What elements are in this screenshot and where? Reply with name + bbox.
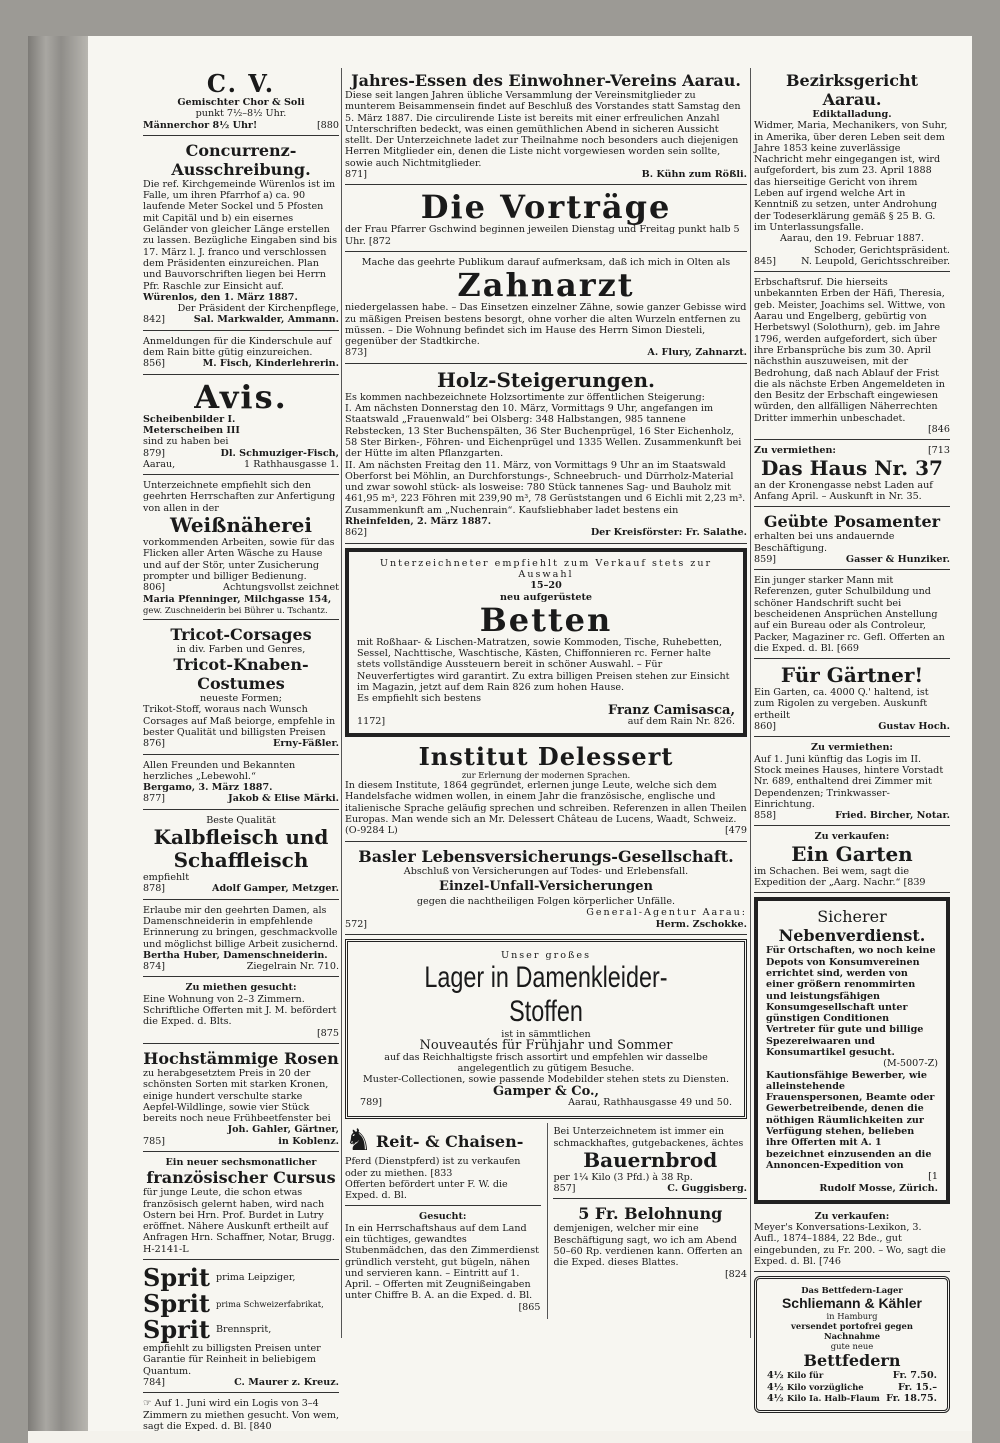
price-qty: 4½ [767, 1392, 784, 1404]
ad-title: Holz-Steigerungen. [436, 367, 656, 392]
ad-address: auf dem Rain Nr. 826. [627, 715, 735, 727]
ad-rosen [143, 1046, 339, 1152]
ad-text: neueste Formen; [200, 693, 282, 705]
ad-text: ist in sämmtlichen [501, 1029, 591, 1041]
ad-title: Lager in Damenkleider-Stoffen [424, 961, 668, 1029]
ad-title: Gesucht: [419, 1211, 467, 1223]
ad-subtitle: Gemischter Chor & Soli [177, 97, 305, 108]
ad-signature: Franz Camisasca, [607, 702, 735, 718]
ad-number: [746 [818, 1256, 842, 1268]
ad-text: empfiehlt [143, 872, 190, 884]
column-2 [345, 68, 747, 1319]
bottom-row [345, 1123, 747, 1319]
ad-number: 859] [754, 553, 777, 565]
ad-signature: Gasser & Hunziker. [845, 553, 950, 565]
price-row [767, 1393, 937, 1404]
ad-body: Widmer, Maria, Mechanikers, von Suhr, in Amerika, über deren Leben seit dem Jahre 1853 keine zuverlässige Nachricht mehr eingegangen ist, wird aufgefordert, bis zum 23. April 1888 das hierseitige Gericht von ihrem Leben auf irgend welche Art in Kenntniß zu setzen, unter Androhung der Todeserklärung gemäß § 25 B. G. im Unterlassungsfalle. [754, 120, 948, 233]
horse-icon: ♞ [345, 1123, 372, 1159]
ad-intro: Unterzeichneter empfiehlt zum Verkauf stets zur Auswahl [379, 557, 713, 580]
scan-border-right [972, 0, 1000, 1443]
ad-nebenverdienst [754, 897, 950, 1204]
ad-signature: C. Maurer z. Kreuz. [234, 1376, 339, 1388]
ad-text: Scheibenbilder I. [143, 413, 236, 425]
ad-code: (M-5007-Z) [883, 1058, 938, 1070]
ad-signature: N. Leupold, Gerichtsschreiber. [801, 255, 950, 267]
ad-title: Hochstämmige Rosen [143, 1048, 339, 1068]
ad-text: gegen die nachtheiligen Folgen körperlicher Unfälle. [416, 895, 676, 907]
ad-text: prima Schweizerfabrikat, [215, 1299, 324, 1310]
ad-body: Für Ortschaften, wo noch keine Depots von Konsumvereinen errichtet sind, werden von einer größern renommirten und leistungsfähigen Konsumgesellschaft unter günstigen Conditionen Vertreter für gute und billige Spezereiwaaren und Konsumartikel gesucht. [766, 945, 936, 1058]
ad-title: Betten [479, 600, 613, 639]
ad-text: neu aufgerüstete [499, 591, 593, 603]
ad-body: Auf 1. Juni wird ein Logis von 3–4 Zimmern zu miethen gesucht. Von wem, sagt die Exped. d. Bl. [143, 1398, 340, 1432]
ad-subtitle: Sicherer [817, 907, 887, 927]
book-binding [28, 36, 88, 1431]
price-value: Fr. 18.75. [886, 1392, 937, 1404]
ad-wohnung-gesucht [143, 979, 339, 1043]
ad-title: Bezirksgericht Aarau. [785, 71, 919, 109]
ad-title: Avis. [194, 377, 288, 416]
ad-text: in Hamburg [826, 1311, 878, 1322]
subcolumn-right [553, 1123, 747, 1319]
ad-logis-gesucht [143, 1395, 339, 1436]
ad-number: [872 [368, 235, 391, 247]
ad-signature: gew. Zuschneiderin bei Bührer u. Tschantz. [143, 604, 328, 615]
ad-concurrenz [143, 138, 339, 331]
ad-number: [713 [927, 445, 950, 457]
ad-signature: Gamper & Co., [492, 1083, 600, 1099]
ad-number: [833 [430, 1167, 453, 1179]
ad-schliemann-kaehler [754, 1276, 950, 1413]
ad-body: Erbschaftsruf. Die hierseits unbekannten Erben der Häfi, Theresia, geb. Meister, Joachims sel. Wittwe, von Aarau und Engelberg, gebürtig von Herbetswyl (Solothurn), geb. im Jahre 1796, werden aufgefordert, sich über ihre Erbansprüche bis zum 30. April nächsthin auszuweisen, mit der Bedrohung, daß nach Ablauf der Frist die als nächste Erben Angemeldeten in den Besitz der Erbschaft eingewiesen würden, den allfälligen Näherrechten Dritter immerhin unbeschadet. [754, 277, 946, 424]
ad-zahnarzt [345, 254, 747, 364]
price-desc: Kilo Ia. Halb-Flaum [787, 1392, 880, 1403]
ad-title: Ein Garten [791, 841, 913, 866]
ad-subtitle: Einzel-Unfall-Versicherungen [439, 878, 653, 894]
ad-text: Muster-Collectionen, sowie passende Modebilder stehen stets zu Diensten. [362, 1074, 730, 1086]
price-row [767, 1370, 937, 1381]
ad-date: Aarau, den 19. Februar 1887. [779, 233, 925, 245]
ad-number: [839 [903, 877, 926, 889]
ad-body: empfiehlt zu billigsten Preisen unter Garantie für Reinheit in beliebigem Quantum. [143, 1343, 321, 1377]
column-rule [750, 68, 751, 1338]
ad-signature: Sal. Markwalder, Ammann. [193, 314, 339, 326]
ad-number: 878] [143, 883, 166, 895]
ad-title: Die Vorträge [420, 188, 672, 227]
ad-date: Rheinfelden, 2. März 1887. [345, 516, 492, 528]
ad-body: im Schachen. Bei wem, sagt die Expedition der „Aarg. Nachr.“ [754, 865, 910, 889]
ad-intro: Mache das geehrte Publikum darauf aufmerksam, daß ich mich in Olten als [361, 256, 731, 268]
ad-jahres-essen [345, 68, 747, 185]
ad-signature: in Koblenz. [278, 1135, 339, 1147]
ad-body: mit Roßhaar- & Lischen-Matratzen, sowie Kommoden, Tische, Ruhebetten, Sessel, Nachttische, Waschtische, Kästen, Chiffonnieren rc. Ferner halte stets vollständige Aussteuern bereit in schöner Auswahl. – Für Neuverfertigtes wird garantirt. Zu extra billigen Preisen stehen zur Einsicht im Magazin, jetzt auf dem Rain 826 zum hohen Hause. [357, 636, 730, 693]
ad-signature: A. Flury, Zahnarzt. [647, 347, 747, 359]
ad-signature: Der Präsident der Kirchenpflege, [177, 303, 339, 315]
ad-title: Kalbfleisch und Schaffleisch [153, 825, 329, 873]
ad-title: Zahnarzt [457, 266, 635, 305]
ad-kinderschule [143, 333, 339, 375]
ad-number: 784] [143, 1376, 166, 1388]
ad-intro: Unterzeichnete empfiehlt sich den geehrten Herrschaften zur Anfertigung von allen in der [143, 480, 336, 514]
ad-signature: Dl. Schmuziger-Fisch, [220, 447, 339, 459]
ad-title: Nebenverdienst. [778, 926, 926, 946]
ad-holz-steigerungen [345, 366, 747, 544]
ad-text: Meterscheiben III [143, 424, 240, 436]
ad-number: 858] [754, 810, 777, 822]
ad-reitpferd [345, 1123, 541, 1206]
ad-signature: Herm. Zschokke. [655, 918, 747, 930]
ad-number: 871] [345, 169, 368, 181]
ad-signature: Fried. Bircher, Notar. [835, 810, 950, 822]
ad-body: demjenigen, welcher mir eine Beschäftigung sagt, wo ich am Abend 50–60 Rp. verdienen kann. Offerten an die Exped. dieses Blattes. [553, 1223, 743, 1269]
ad-cursus [143, 1154, 339, 1260]
ad-date: Bergamo, 3. März 1887. [143, 782, 273, 794]
column-3 [754, 68, 950, 1417]
ad-text: General-Agentur Aarau: [586, 907, 747, 919]
subcolumn-rule [547, 1123, 548, 1319]
ad-subtitle: Ediktalladung. [812, 109, 892, 120]
ad-text: Es empfiehlt sich bestens [357, 693, 482, 705]
price-qty: 4½ [767, 1370, 784, 1382]
ad-subtitle: Bettfedern [803, 1351, 901, 1371]
ad-body: für junge Leute, die schon etwas französisch gelernt haben, wird nach Ostern bei Hrn. Prof. Burdet in Lutry eröffnet. Nähere Auskunft ertheilt auf Anfragen Hrn. Schaffner, Notar, Brugg. H-2141-L [143, 1187, 335, 1255]
ad-body: Ein Garten, ca. 4000 Q.' haltend, ist zum Rigolen zu vergeben. Auskunft ertheilt [754, 687, 929, 721]
ad-text: versendet portofrei gegen Nachnahme [791, 1321, 913, 1342]
column-rule [341, 68, 342, 1338]
ad-title: Bauernbrod [583, 1147, 718, 1172]
ad-text: in div. Farben und Genres, [176, 643, 306, 655]
ad-tricot [143, 622, 339, 755]
ad-number: 856] [143, 358, 166, 370]
ad-subtitle: Zu vermiethen: [754, 445, 836, 457]
ad-body: Offerten befördert unter F. W. die Exped. d. Bl. [345, 1178, 508, 1202]
subcolumn-left [345, 1123, 541, 1319]
ad-signature: Maria Pfenninger, Milchgasse 154, [143, 593, 332, 605]
ad-ein-garten [754, 828, 950, 893]
ad-logis-vermiethen [754, 739, 950, 826]
ad-text: gute neue [830, 1341, 874, 1352]
ad-address: Aarau, Rathhausgasse 49 und 50. [568, 1096, 732, 1108]
ad-signature: Jakob & Elise Märki. [228, 793, 339, 805]
ad-number: 874] [143, 961, 166, 973]
ad-text: Achtungsvollst zeichnet [223, 582, 339, 594]
ad-damenkleider-stoffe [345, 939, 747, 1119]
ad-number: 806] [143, 582, 166, 594]
ad-bezirksgericht [754, 68, 950, 272]
ad-number: [479 [724, 825, 747, 837]
ad-subtitle: Nouveautés für Frühjahr und Sommer [419, 1038, 673, 1054]
ad-body: zu herabgesetztem Preis in 20 der schönsten Sorten mit starken Kronen, einige hundert verschulte starke Aepfel-Wildlinge, sowie vier Stück bereits noch neue Frühbeetfenster bei [143, 1067, 331, 1125]
ad-intro: Unser großes [500, 949, 591, 961]
ad-avis [143, 377, 339, 475]
ad-number: [840 [249, 1420, 272, 1432]
ad-signature: Bertha Huber, Damenschneiderin. [143, 949, 328, 961]
ad-address: 1 Rathhausgasse 1. [244, 458, 339, 470]
ad-erbschaftsruf [754, 274, 950, 440]
scan-border-left [0, 0, 28, 1443]
ad-body: In ein Herrschaftshaus auf dem Land ein tüchtiges, gewandtes Stubenmädchen, das den Zimmerdienst gründlich versteht, gut bügeln, nähen und servieren kann. – Eintritt auf 1. April. – Offerten mit Zeugnißeingaben unter Chiffre B. A. an die Exped. d. Bl. [345, 1222, 539, 1302]
ad-date: Würenlos, den 1. März 1887. [143, 291, 298, 303]
ad-weissnaeherei [143, 477, 339, 620]
ad-title: Schliemann & Kähler [781, 1295, 923, 1312]
ad-title: Sprit [143, 1315, 210, 1345]
ad-number: [875 [316, 1027, 339, 1039]
ad-title: Sprit [143, 1263, 210, 1293]
ad-body: Pferd (Dienstpferd) ist zu verkaufen oder zu miethen. [345, 1156, 521, 1179]
ad-junger-mann [754, 572, 950, 659]
ad-title: Zu vermiethen: [811, 742, 893, 754]
ad-number: 876] [143, 738, 166, 750]
ad-body: an der Kronengasse nebst Laden auf Anfang April. – Auskunft in Nr. 35. [754, 479, 933, 502]
ad-cv [143, 68, 339, 136]
ad-number: 1172] [357, 715, 386, 727]
ad-address: Aarau, [143, 458, 176, 470]
ad-title: Tricot-Corsages [170, 624, 312, 644]
ad-title: Basler Lebensversicherungs-Gesellschaft. [358, 846, 734, 866]
ad-text: Männerchor 8½ Uhr! [143, 119, 258, 131]
ad-stubenmaedchen [345, 1208, 541, 1317]
ad-number: [1 [928, 1171, 938, 1183]
ad-title: Zu miethen gesucht: [185, 982, 297, 994]
ad-signature: Adolf Gamper, Metzger. [212, 883, 339, 895]
ad-lebewohl [143, 757, 339, 810]
ad-body: vorkommenden Arbeiten, sowie für das Flicken aller Arten Wäsche zu Hause und auf der Stör, unter Zusicherung prompter und billiger Bedienung. [143, 537, 335, 582]
ad-signature: Der Kreisförster: Fr. Salathe. [590, 527, 747, 539]
ad-number: 860] [754, 721, 777, 733]
ad-bauernbrod [553, 1123, 747, 1199]
ad-signature: B. Kühn zum Rößli. [641, 169, 747, 181]
ad-number: 842] [143, 314, 166, 326]
ad-body: Erlaube mir den geehrten Damen, als Damenschneiderin in empfehlende Erinnerung zu bringen, geschmackvolle und möglichst billige Arbeit zusichernd. [143, 904, 339, 950]
ad-title: Das Haus Nr. 37 [761, 455, 943, 480]
ad-number: 857] [553, 1183, 576, 1195]
ad-body: Kautionsfähige Bewerber, wie alleinstehende Frauenspersonen, Beamte oder Gewerbetreibende, denen die nöthigen Räumlichkeiten zur Verfügung stehen, belieben ihre Offerten mit A. 1 bezeichnet einzusenden an die Annoncen-Expedition von [766, 1069, 935, 1171]
ad-title: Institut Delessert [418, 742, 674, 772]
ad-number: 877] [143, 793, 166, 805]
ad-body: II. Am nächsten Freitag den 11. März, von Vormittags 9 Uhr an im Staatswald Oberforst bei Möhlin, an Durchforstungs-, Schneebruch- und Dürrholz-Material und zwar sowohl stück- als losweise: 780 Stück tannenes Sag- und Bauholz mit 461,95 m³, 223 Föhren mit 239,90 m³, 78 Gerüststangen und 6 Eichli mit 2,23 m³. Zusammenkunft am „Nuchenrain“. Kaufsliebhaber ladet bestens ein [345, 459, 746, 516]
ad-number: [880 [316, 119, 339, 131]
ad-body: Ein junger starker Mann mit Referenzen, guter Schulbildung und schöner Handschrift sucht bei bescheidenen Ansprüchen Anstellung auf ein Bureau oder als Controleur, Packer, Magaziner rc. Gefl. Offerten an die Exped. d. Bl. [754, 575, 945, 654]
ad-body: Meyer's Konversations-Lexikon, 3. Aufl., 1874–1884, 22 Bde., gut eingebunden, zu Fr. 200. – Wo, sagt die Exped. d. Bl. [754, 1222, 946, 1268]
ad-number: 785] [143, 1135, 166, 1147]
ad-kalbfleisch [143, 812, 339, 900]
ad-signature: Erny-Fäßler. [273, 738, 339, 750]
ad-text: 15–20 [530, 580, 562, 592]
ad-number: [846 [927, 424, 950, 436]
ad-fuer-gaertner [754, 661, 950, 737]
ad-body: Diese seit langen Jahren übliche Versammlung der Vereinsmitglieder zu munterem Beisammensein findet auf Beschluß des Vorstandes statt Samstag den 5. März 1887. Die circulirende Liste ist bereits mit einer erfreulichen Anzahl Unterschriften bedeckt, was einen gemüthlichen Abend in sicheren Aussicht stellt. Der Unterzeichnete ladet zur Theilnahme noch besonders auch diejenigen Herren Mitglieder ein, denen die Liste nicht vorgewiesen worden sein sollte, sowie auch Nichtmitglieder. [345, 90, 741, 169]
ad-signature: M. Fisch, Kinderlehrerin. [202, 358, 339, 370]
ad-body: erhalten bei uns andauernde Beschäftigung. [754, 531, 895, 554]
ad-title: Weißnäherei [170, 513, 312, 538]
ad-text: Brennsprit, [215, 1324, 272, 1336]
price-qty: 4½ [767, 1381, 784, 1393]
ad-number: [865 [518, 1301, 541, 1313]
pointing-hand-icon: ☞ [143, 1398, 152, 1410]
scan-border-top [0, 0, 1000, 36]
ad-title: C. V. [206, 69, 276, 98]
ad-body: Auf 1. Juni künftig das Logis im II. Stock meines Hauses, hintere Vorstadt Nr. 689, enthaltend drei Zimmer mit Dependenzen; Trinkwasser-Einrichtung. [754, 753, 944, 810]
ad-subtitle: Ein neuer sechsmonatlicher [165, 1157, 317, 1168]
ad-number: [669 [836, 642, 859, 654]
ad-posamenter [754, 509, 950, 570]
ad-title: Geübte Posamenter [763, 512, 941, 532]
ad-code: (O-9284 L) [345, 825, 398, 837]
ad-number: 862] [345, 527, 368, 539]
ad-subtitle: Zu verkaufen: [814, 831, 890, 843]
ad-body: niedergelassen habe. – Das Einsetzen einzelner Zähne, sowie ganzer Gebisse wird zu mäßigen Preisen bestens besorgt, ohne vorher die alten Wurzeln entfernen zu müssen. – Die Wohnung befindet sich im Hause des Herrn Simon Diesteli, gegenüber der Stadtkirche. [345, 302, 747, 348]
ad-basler-versicherung [345, 844, 747, 935]
ad-text: Abschluß von Versicherungen auf Todes- und Erlebensfall. [403, 865, 689, 877]
ad-intro: Bei Unterzeichnetem ist immer ein schmackhaftes, gutgebackenes, ächtes [553, 1126, 744, 1149]
ad-title: Zu verkaufen: [814, 1210, 890, 1222]
ad-signature: Schoder, Gerichtspräsident. [813, 244, 950, 256]
ad-text: sind zu haben bei [143, 436, 229, 448]
ad-body: Anmeldungen für die Kinderschule auf dem Rain bitte gütig einzureichen. [143, 335, 332, 359]
ad-title: 5 Fr. Belohnung [578, 1204, 723, 1224]
ad-body: Eine Wohnung von 2–3 Zimmern. Schriftliche Offerten mit J. M. befördert die Exped. d. Blts. [143, 993, 337, 1028]
ad-intro: Es kommen nachbezeichnete Holzsortimente zur öffentlichen Steigerung: [345, 391, 705, 403]
ad-body: der Frau Pfarrer Gschwind beginnen jeweilen Dienstag und Freitag punkt halb 5 Uhr. [345, 224, 740, 247]
ad-title: Sprit [143, 1289, 210, 1319]
ad-subtitle: zur Erlernung der modernen Sprachen. [461, 770, 631, 781]
ad-haus-37 [754, 442, 950, 507]
price-desc: Kilo vorzügliche [787, 1381, 864, 1392]
ad-body: In diesem Institute, 1864 gegründet, erlernen junge Leute, welche sich dem Handelsfache widmen wollen, in einem Jahr die französische, englische und italienische Sprache geläufig sprechen und schreiben. Referenzen in allen Theilen Europas. Man wende sich an Mr. Delessert Château de Lucens, Waadt, Schweiz. [345, 780, 747, 826]
ad-betten [345, 548, 747, 738]
ad-number: 873] [345, 347, 368, 359]
ad-body: Allen Freunden und Bekannten herzliches „Lebewohl.“ [143, 759, 296, 782]
price-row [767, 1382, 937, 1393]
ad-price: per 1¼ Kilo (3 Pfd.) à 38 Rp. [553, 1171, 693, 1183]
ad-title: Concurrenz-Ausschreibung. [171, 140, 311, 179]
ad-intro: Das Bettfedern-Lager [801, 1285, 903, 1296]
ad-body: Trikot-Stoff, woraus nach Wunsch Corsages auf Maß beiorge, empfehle in bester Qualität und billigsten Preisen [143, 704, 336, 738]
ad-vortraege [345, 187, 747, 252]
column-1 [143, 68, 339, 1438]
ad-title: Für Gärtner! [780, 663, 924, 688]
ad-body: I. Am nächsten Donnerstag den 10. März, Vormittags 9 Uhr, angefangen im Staatswald „Frauenwald“ bei Olsberg: 348 Halbstangen, 985 tannene Rebstecken, 13 Ster Buchenspälten, 36 Ster Buchenprügel, 16 Ster Eichenholz, 58 Ster Birken-, Föhren- und Eichenprügel und 1335 Wellen. Zusammenkunft bei der Hütte im alten Pflanzgarten. [345, 403, 742, 460]
ad-text: punkt 7½–8½ Uhr. [195, 108, 287, 120]
ad-title: Jahres-Essen des Einwohner-Vereins Aarau. [351, 71, 741, 90]
ad-address: Ziegelrain Nr. 710. [246, 961, 339, 973]
ad-body: Die ref. Kirchgemeinde Würenlos ist im Falle, um ihren Pfarrhof a) ca. 90 laufende Meter Sockel und 5 Pfosten mit Capitäl und b) ein eisernes Geländer von gleicher Länge erstellen zu lassen. Bezügliche Eingaben sind bis 17. März l. J. franco und verschlossen dem Präsidenten einzureichen. Plan und Bauvorschriften liegen bei Herrn Pfr. Raschle zur Einsicht auf. [143, 178, 338, 292]
ad-institut-delessert [345, 741, 747, 841]
price-desc: Kilo für [787, 1370, 824, 1381]
ad-signature: Joh. Gahler, Gärtner, [227, 1124, 339, 1136]
ad-title: französischer Cursus [146, 1168, 336, 1188]
ad-title: Reit- & Chaisen- [375, 1131, 524, 1151]
ad-title: Tricot-Knaben-Costumes [173, 655, 309, 694]
ad-number: 845] [754, 255, 777, 267]
ad-text: Beste Qualität [206, 814, 276, 826]
ad-konversations-lexikon [754, 1208, 950, 1272]
ad-damenschneiderin [143, 902, 339, 978]
ad-belohnung [553, 1201, 747, 1283]
ad-signature: Rudolf Mosse, Zürich. [819, 1182, 938, 1194]
ad-body: auf das Reichhaltigste frisch assortirt und empfehlen wir dasselbe angelegentlich zu gütigem Besuche. [384, 1051, 708, 1075]
price-value: Fr. 7.50. [892, 1370, 937, 1382]
ad-text: prima Leipziger, [215, 1272, 296, 1284]
ad-number: 572] [345, 918, 368, 930]
price-value: Fr. 15.– [898, 1381, 937, 1393]
ad-signature: C. Guggisberg. [667, 1183, 747, 1195]
ad-number: 789] [360, 1096, 383, 1108]
ad-sprit [143, 1262, 339, 1393]
ad-number: [824 [724, 1268, 747, 1280]
ad-signature: Gustav Hoch. [878, 721, 950, 733]
ad-number: 879] [143, 447, 166, 459]
